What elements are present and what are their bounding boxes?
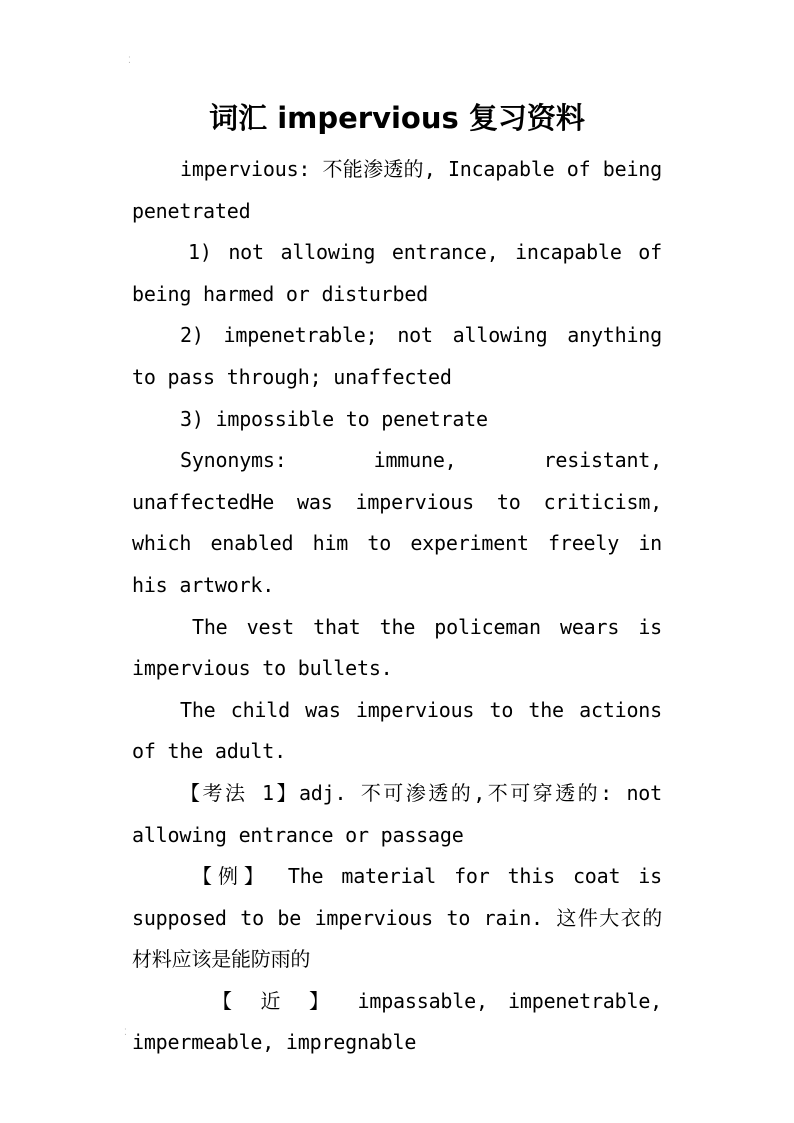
usage-1-paragraph: 【考法 1】adj. 不可渗透的,不可穿透的: not allowing entrance or passage <box>132 780 662 847</box>
example-coat-paragraph: 【例】 The material for this coat is supposed to be impervious to rain. 这件大衣的材料应该是能防雨的 <box>132 864 662 972</box>
sense-1-paragraph: 1) not allowing entrance, incapable of being harmed or disturbed <box>132 240 662 306</box>
definition-paragraph: impervious: 不能渗透的, Incapable of being penetrated <box>132 157 662 223</box>
example-child-paragraph: The child was impervious to the actions of the adult. <box>132 697 662 764</box>
corner-mark-top: ⁚ <box>128 56 131 66</box>
example-vest-paragraph: The vest that the policeman wears is impervious to bullets. <box>132 614 662 681</box>
sense-2-paragraph: 2) impenetrable; not allowing anything to pass through; unaffected <box>132 323 662 389</box>
synonyms-paragraph: Synonyms: immune, resistant, unaffectedHe was impervious to criticism, which enabled him to experiment freely in his artwork. <box>132 448 662 597</box>
related-words-paragraph: 【 近 】 impassable, impenetrable, impermeable, impregnable <box>132 988 662 1055</box>
document-title: 词汇 impervious 复习资料 <box>209 101 585 135</box>
document-body <box>132 149 662 1064</box>
sense-3-paragraph: 3) impossible to penetrate <box>180 406 488 431</box>
corner-mark-bottom: ⁚ <box>124 1028 127 1038</box>
